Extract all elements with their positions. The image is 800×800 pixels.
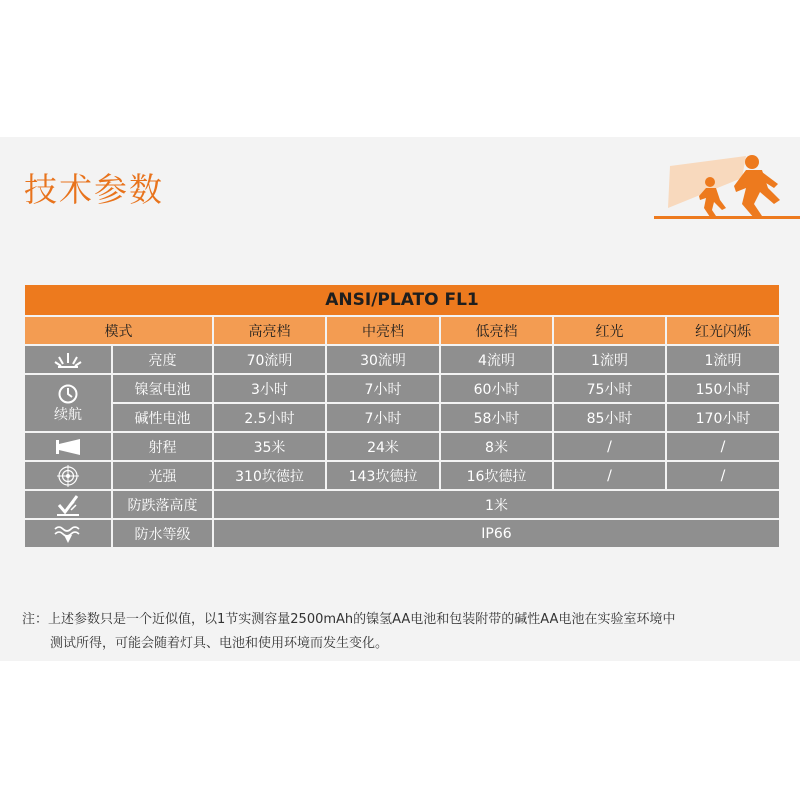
table-cell: / <box>553 461 666 490</box>
table-cell: / <box>666 461 780 490</box>
column-header-low: 低亮档 <box>440 316 553 345</box>
runners-illustration-icon <box>650 148 800 222</box>
table-cell: 310坎德拉 <box>213 461 326 490</box>
range-label: 射程 <box>112 432 213 461</box>
table-row <box>24 432 780 461</box>
page-title: 技术参数 <box>24 170 164 209</box>
table-cell: 4流明 <box>440 345 553 374</box>
table-cell: 1流明 <box>666 345 780 374</box>
beam-icon <box>54 437 82 457</box>
table-row <box>24 490 780 519</box>
table-row <box>24 374 780 403</box>
column-header-mode: 模式 <box>24 316 213 345</box>
column-header-red: 红光 <box>553 316 666 345</box>
table-cell: / <box>666 432 780 461</box>
table-cell: 85小时 <box>553 403 666 432</box>
table-cell: 3小时 <box>213 374 326 403</box>
table-row <box>24 519 780 548</box>
table-cell: 60小时 <box>440 374 553 403</box>
table-title: ANSI/PLATO FL1 <box>24 285 780 316</box>
table-cell: 150小时 <box>666 374 780 403</box>
column-header-medium: 中亮档 <box>326 316 440 345</box>
table-cell: 1流明 <box>553 345 666 374</box>
impact-icon <box>55 493 81 517</box>
table-header-row <box>24 316 780 345</box>
table-title-row <box>24 285 780 316</box>
column-header-red-flash: 红光闪烁 <box>666 316 780 345</box>
table-cell: 7小时 <box>326 403 440 432</box>
table-cell: 7小时 <box>326 374 440 403</box>
sunburst-icon <box>53 350 83 370</box>
range-icon-cell <box>24 432 112 461</box>
waterproof-label: 防水等级 <box>112 519 213 548</box>
footnote <box>22 608 792 656</box>
table-cell: 170小时 <box>666 403 780 432</box>
clock-icon <box>57 383 79 405</box>
waterproof-icon-cell <box>24 519 112 548</box>
table-cell: 143坎德拉 <box>326 461 440 490</box>
table-cell: 75小时 <box>553 374 666 403</box>
table-cell: 24米 <box>326 432 440 461</box>
intensity-label: 光强 <box>112 461 213 490</box>
column-header-high: 高亮档 <box>213 316 326 345</box>
table-row <box>24 461 780 490</box>
water-icon <box>53 523 83 545</box>
impact-icon-cell <box>24 490 112 519</box>
table-cell: 30流明 <box>326 345 440 374</box>
footnote-line-1: 注：上述参数只是一个近似值，以1节实测容量2500mAh的镍氢AA电池和包装附带的碱性AA电池在实验室环境中 <box>22 612 676 627</box>
alkaline-label: 碱性电池 <box>112 403 213 432</box>
table-row <box>24 345 780 374</box>
brightness-icon-cell <box>24 345 112 374</box>
brightness-label: 亮度 <box>112 345 213 374</box>
nimh-label: 镍氢电池 <box>112 374 213 403</box>
table-cell: 16坎德拉 <box>440 461 553 490</box>
table-cell: 2.5小时 <box>213 403 326 432</box>
runtime-label: 续航 <box>54 407 82 423</box>
table-row <box>24 403 780 432</box>
target-icon <box>56 464 80 488</box>
impact-value: 1米 <box>213 490 780 519</box>
table-cell: / <box>553 432 666 461</box>
waterproof-value: IP66 <box>213 519 780 548</box>
impact-label: 防跌落高度 <box>112 490 213 519</box>
footnote-line-2: 测试所得，可能会随着灯具、电池和使用环境而发生变化。 <box>50 636 389 651</box>
table-cell: 35米 <box>213 432 326 461</box>
runtime-icon-cell <box>24 374 112 432</box>
table-cell: 70流明 <box>213 345 326 374</box>
table-cell: 58小时 <box>440 403 553 432</box>
table-cell: 8米 <box>440 432 553 461</box>
spec-table <box>23 285 781 549</box>
intensity-icon-cell <box>24 461 112 490</box>
